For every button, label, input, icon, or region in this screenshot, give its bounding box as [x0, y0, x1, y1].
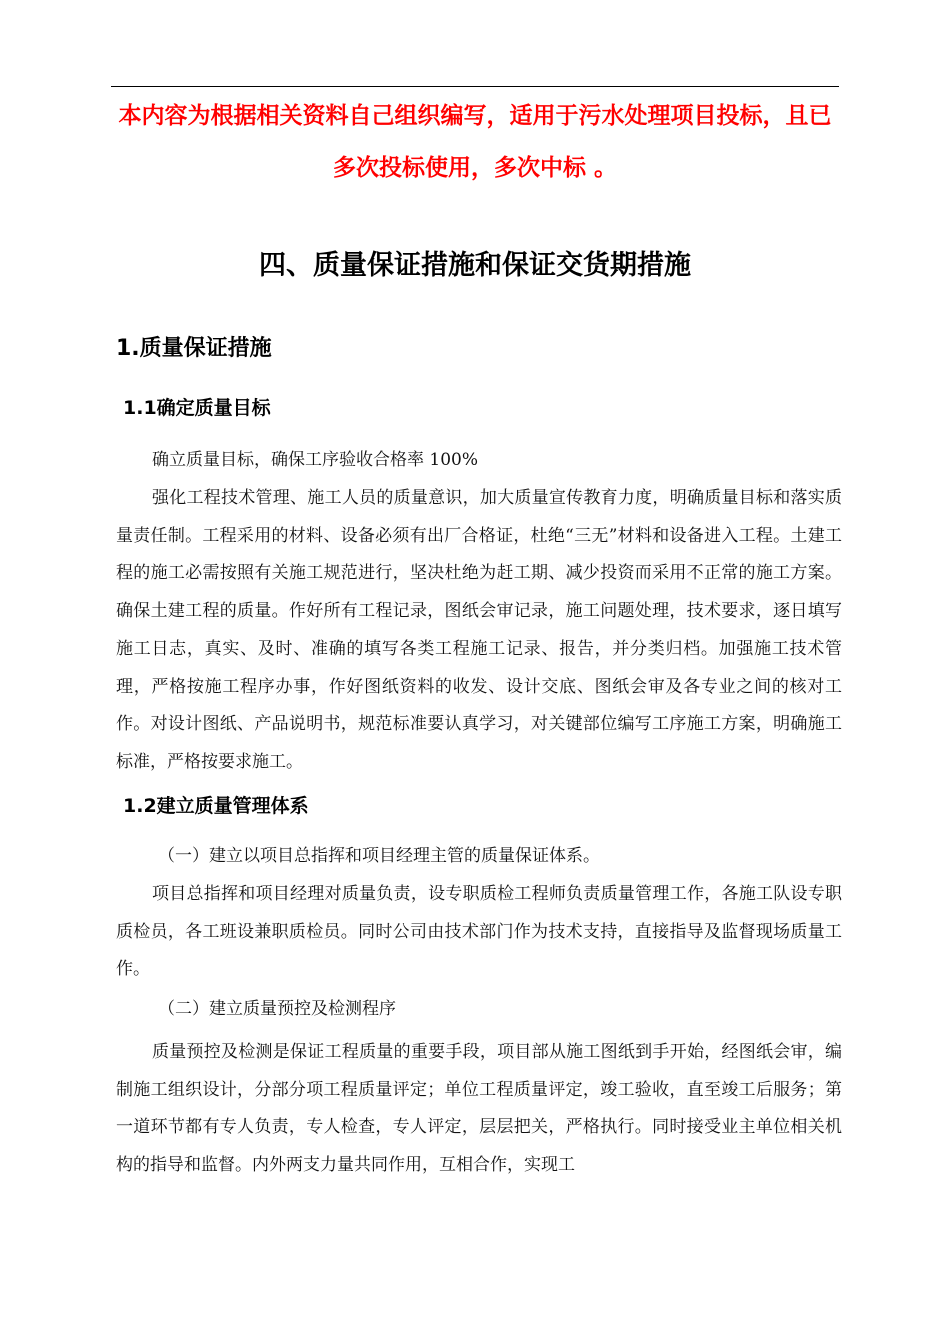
- paragraph-system-item-2: （二）建立质量预控及检测程序: [158, 999, 396, 1019]
- paragraph-quality-management: 强化工程技术管理、施工人员的质量意识，加大质量宣传教育力度，明确质量目标和落实质量责任制。工程采用的材料、设备必须有出厂合格证，杜绝“三无”材料和设备进入工程。土建工程的施工必需按照有关施工规范进行，坚决杜绝为赶工期、减少投资而采用不正常的施工方案。确保土建工程的质量。作好所有工程记录，图纸会审记录，施工问题处理，技术要求，逐日填写施工日志，真实、及时、准确的填写各类工程施工记录、报告，并分类归档。加强施工技术管理，严格按施工程序办事，作好图纸资料的收发、设计交底、图纸会审及各专业之间的核对工作。对设计图纸、产品说明书，规范标准要认真学习，对关键部位编写工序施工方案，明确施工标准，严格按要求施工。: [116, 488, 842, 772]
- paragraph-quality-target: 确立质量目标，确保工序验收合格率 100%: [152, 450, 479, 470]
- paragraph-precontrol: 质量预控及检测是保证工程质量的重要手段，项目部从施工图纸到手开始，经图纸会审，编制施工组织设计，分部分项工程质量评定；单位工程质量评定，竣工验收，直至竣工后服务；第一道环节都有专人负责，专人检查，专人评定，层层把关，严格执行。同时接受业主单位相关机构的指导和监督。内外两支力量共同作用，互相合作，实现工: [116, 1042, 842, 1176]
- section-heading-1: 1.质量保证措施: [116, 336, 272, 361]
- subsection-heading-1-1: 1.1确定质量目标: [123, 397, 271, 419]
- header-rule: [111, 86, 839, 87]
- page-title: 四、质量保证措施和保证交货期措施: [259, 250, 691, 281]
- subsection-heading-1-2: 1.2建立质量管理体系: [123, 795, 309, 817]
- paragraph-system-item-1: （一）建立以项目总指挥和项目经理主管的质量保证体系。: [158, 846, 600, 866]
- red-notice: 本内容为根据相关资料自己组织编写，适用于污水处理项目投标，且已多次投标使用，多次中标 。: [118, 103, 832, 181]
- paragraph-system-description: 项目总指挥和项目经理对质量负责，设专职质检工程师负责质量管理工作，各施工队设专职质检员，各工班设兼职质检员。同时公司由技术部门作为技术支持，直接指导及监督现场质量工作。: [116, 884, 842, 980]
